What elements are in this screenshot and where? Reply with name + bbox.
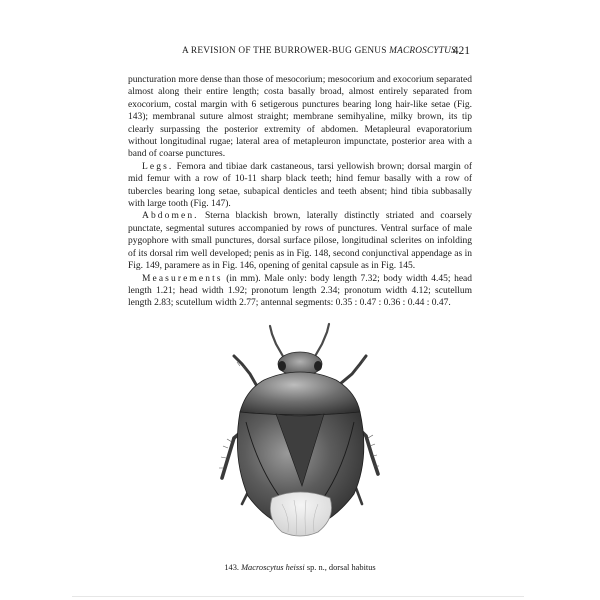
abdomen-description: Sterna blackish brown, laterally distinctly striated and coarsely punctate, segmental sutures accompanied by rows of punctures. Ventral surface of male pygophore with small punctures, dorsal surface pilose, longitudinal sclerites on infolding of its dorsal rim well developed; penis as in Fig. 148, second conjunctival appendage as in Fig. 149, paramere as in Fig. 146, opening of genital capsule as in Fig. 145.: [128, 211, 472, 272]
section-heading-abdomen: Abdomen.: [142, 211, 199, 222]
running-title-roman: A REVISION OF THE BURROWER-BUG GENUS: [182, 46, 390, 56]
caption-number: 143.: [224, 563, 242, 572]
legs-description: Femora and tibiae dark castaneous, tarsi yellowish brown; dorsal margin of mid femur with a row of 10-11 sharp black teeth; hind femur basally with a row of tubercles bearing long setae, subapical denticles and teeth absent; hind tibia subbasally with large tooth (Fig. 147).: [128, 161, 472, 210]
body-text: [128, 74, 472, 310]
leg-front-right: [340, 356, 366, 384]
measurements-description: (in mm). Male only: body length 7.32; body width 4.45; head length 1.21; head width 1.92; pronotum length 2.34; pronotum width 4.12; scutellum length 2.83; scutellum width 2.77; antennal segments: 0.35 : 0.47 : 0.36 : 0.44 : 0.47.: [128, 273, 472, 309]
running-title-genus: MACROSCYTUS: [389, 46, 456, 56]
figure-caption: [0, 563, 600, 572]
burrower-bug-illustration: [210, 318, 390, 550]
paragraph-hemelytra: puncturation more dense than those of mesocorium; mesocorium and exocorium separated almost along their entire length; costa basally broad, almost entirely separated from exocorium, costal margin with 6 setigerous punctures bearing long hair-like setae (Fig. 143); membranal suture almost straight; membrane semihyaline, milky brown, its tip clearly surpassing the posterior extremity of abdomen. Metapleural evaporatorium without longitudinal rugae; lateral area of metapleuron impunctate, posterior area with a band of coarse punctures.: [128, 75, 473, 160]
page-bottom-edge: [72, 596, 524, 597]
section-heading-measurements: Measurements: [142, 273, 223, 284]
eye-left: [278, 361, 286, 371]
leg-front-left: [234, 356, 258, 388]
paragraph-measurements: [128, 273, 472, 310]
caption-species: Macroscytus heissi: [241, 563, 305, 572]
eye-right: [314, 361, 322, 371]
pronotum: [240, 372, 360, 415]
antenna-left: [270, 326, 284, 358]
page-number: 421: [452, 45, 470, 57]
paragraph-legs: [128, 161, 472, 211]
beetle-figure: [210, 318, 390, 550]
antenna-right: [314, 324, 329, 358]
membrane: [270, 492, 331, 536]
caption-description: sp. n., dorsal habitus: [304, 563, 376, 572]
running-header: [130, 46, 470, 60]
section-heading-legs: Legs.: [142, 161, 174, 172]
paragraph-abdomen: [128, 210, 472, 272]
running-title: [182, 46, 456, 56]
